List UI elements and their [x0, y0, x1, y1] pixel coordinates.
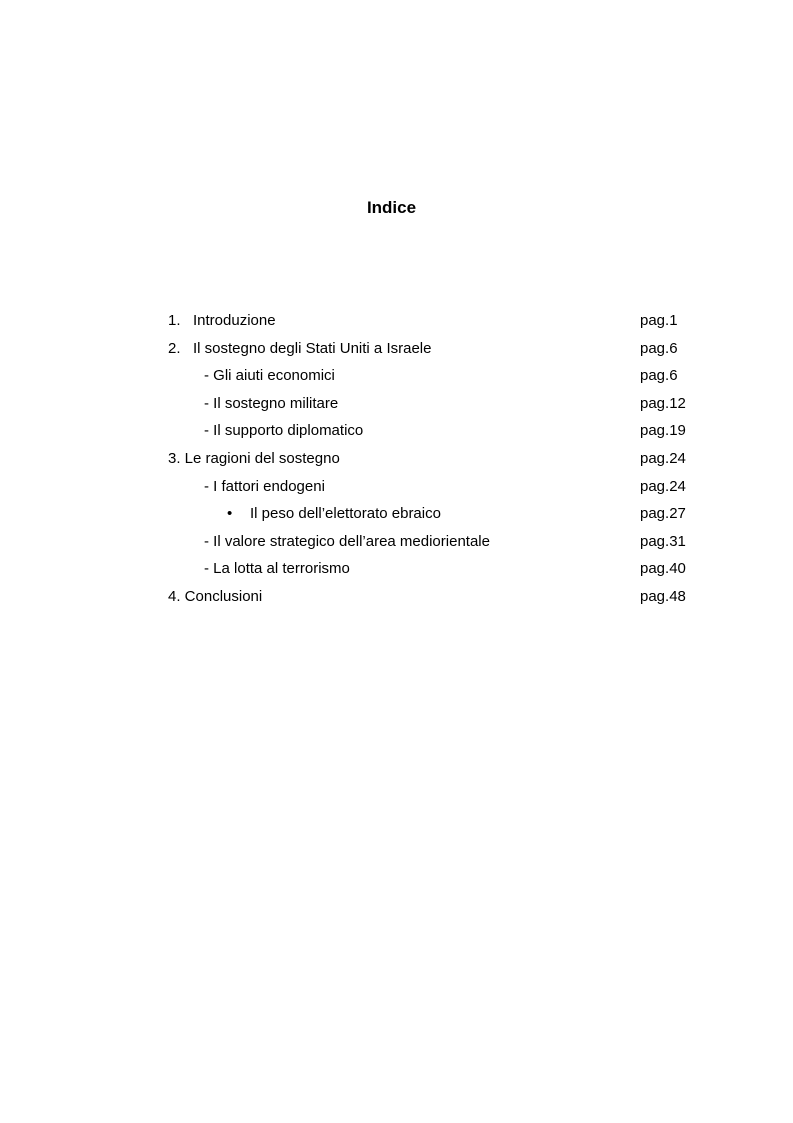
toc-entry-label — [168, 339, 431, 359]
toc-entry-page: pag.6 — [640, 339, 678, 357]
toc-entry-label — [227, 504, 441, 524]
toc-entry-page: pag.19 — [640, 422, 686, 440]
toc-entry-ragioni — [0, 449, 793, 477]
toc-entry-lotta-terrorismo — [0, 559, 793, 587]
toc-entry-page: pag.24 — [640, 449, 686, 467]
toc-entry-text: - La lotta al terrorismo — [204, 560, 350, 578]
toc-entry-page: pag.24 — [640, 477, 686, 495]
toc-entry-label — [168, 311, 276, 331]
toc-entry-text: Il sostegno degli Stati Uniti a Israele — [193, 339, 432, 357]
toc-entry-page: pag.27 — [640, 505, 686, 523]
toc-entry-conclusioni — [0, 587, 793, 615]
toc-entry-text: - Il sostegno militare — [204, 394, 339, 412]
toc-entry-sostegno — [0, 339, 793, 367]
table-of-contents — [0, 311, 793, 615]
toc-entry-text: - Gli aiuti economici — [204, 367, 335, 385]
toc-entry-page: pag.6 — [640, 367, 678, 385]
toc-entry-text: - Il valore strategico dell’area mediorientale — [204, 532, 490, 550]
toc-entry-page: pag.12 — [640, 394, 686, 412]
page-title: Indice — [366, 198, 417, 217]
toc-entry-fattori-endogeni — [0, 477, 793, 505]
toc-entry-introduzione — [0, 311, 793, 339]
bullet-icon: • — [227, 505, 233, 523]
toc-entry-text: - I fattori endogeni — [204, 477, 325, 495]
toc-entry-number: 2. — [168, 339, 181, 357]
toc-entry-text: - Il supporto diplomatico — [204, 422, 364, 440]
toc-entry-page: pag.48 — [640, 587, 686, 605]
toc-entry-text: Il peso dell’elettorato ebraico — [250, 505, 441, 523]
toc-entry-text: 4. Conclusioni — [168, 587, 263, 605]
toc-entry-valore-strategico — [0, 532, 793, 560]
toc-entry-elettorato-ebraico — [0, 504, 793, 532]
toc-entry-aiuti-economici — [0, 366, 793, 394]
toc-entry-page: pag.31 — [640, 532, 686, 550]
toc-entry-text: 3. Le ragioni del sostegno — [168, 449, 340, 467]
toc-entry-number: 1. — [168, 312, 181, 329]
toc-entry-page: pag.1 — [640, 312, 678, 329]
toc-entry-supporto-diplomatico — [0, 421, 793, 449]
toc-entry-text: Introduzione — [193, 312, 276, 329]
toc-entry-page: pag.40 — [640, 560, 686, 578]
toc-entry-sostegno-militare — [0, 394, 793, 422]
